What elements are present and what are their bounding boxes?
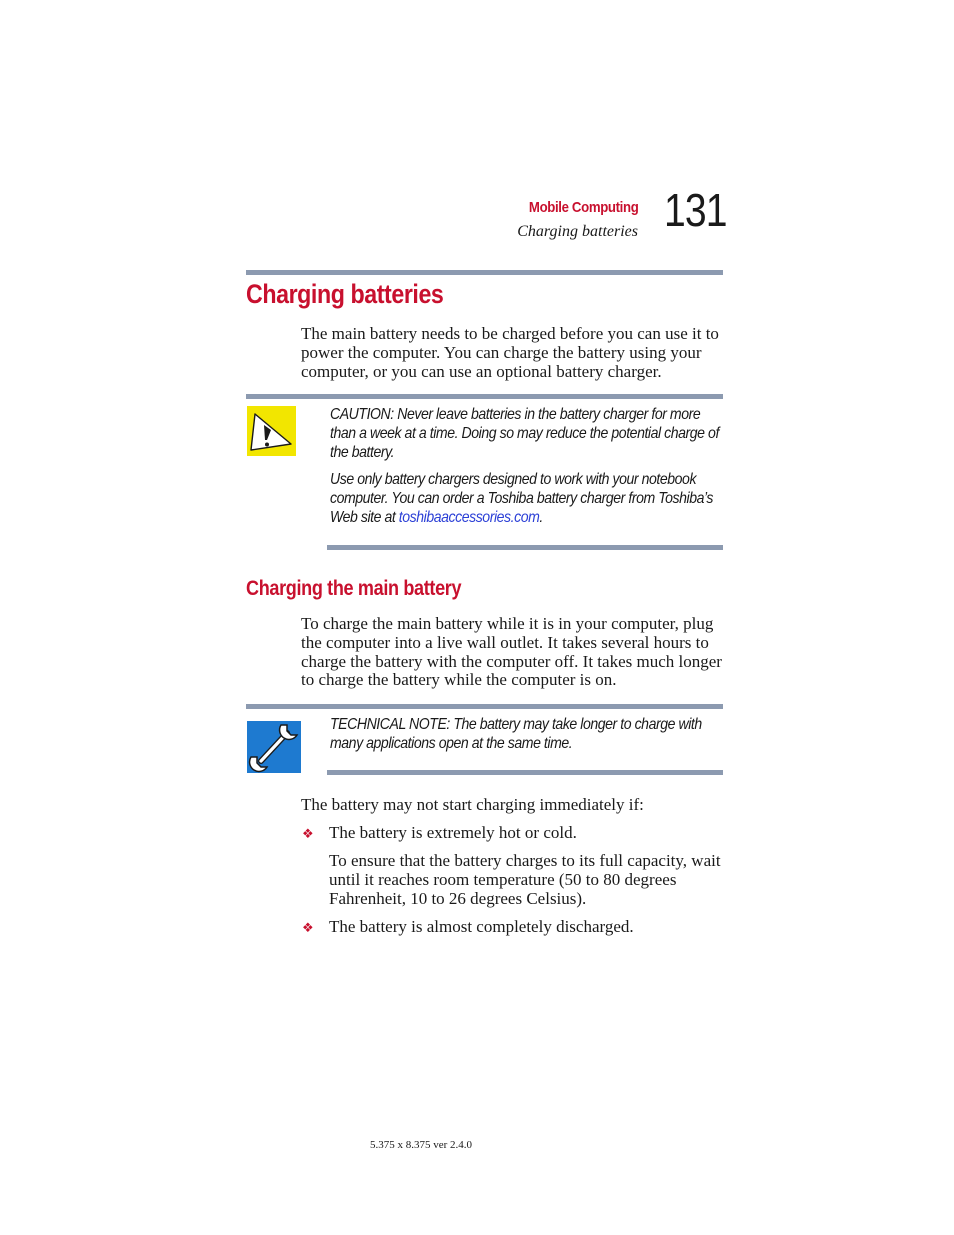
caution-top-rule (246, 394, 723, 399)
caution-text (330, 406, 722, 528)
bullet-diamond-icon: ❖ (302, 826, 314, 841)
technote-bottom-rule (327, 770, 723, 775)
caution-paragraph-2 (330, 471, 722, 527)
running-header-section: Mobile Computing (528, 199, 638, 216)
caution-paragraph-2-end: . (539, 508, 543, 526)
caution-bottom-rule (327, 545, 723, 550)
running-header-subsection: Charging batteries (517, 223, 638, 240)
intro-paragraph: The main battery needs to be charged before you can use it to power the computer. You can charge the battery using your computer, or you can use an optional battery charger. (301, 324, 719, 381)
subsection-paragraph: To charge the main battery while it is in your computer, plug the computer into a live wall outlet. It takes several hours to charge the battery with the computer off. It takes much longer to charge the battery while the computer is on. (301, 614, 722, 690)
list-intro: The battery may not start charging immediately if: (301, 795, 644, 814)
caution-triangle-icon (247, 406, 296, 456)
list-item: The battery is extremely hot or cold. (329, 823, 577, 842)
footer-version: 5.375 x 8.375 ver 2.4.0 (370, 1139, 473, 1151)
title-rule (246, 270, 723, 275)
page-title: Charging batteries (246, 279, 444, 309)
subsection-heading: Charging the main battery (246, 577, 462, 600)
technote-top-rule (246, 704, 723, 709)
wrench-icon (247, 721, 301, 773)
bullet-diamond-icon: ❖ (302, 920, 314, 935)
page-number: 131 (664, 184, 727, 236)
list-item-detail: To ensure that the battery charges to its full capacity, wait until it reaches room temperature (50 to 80 degrees Fahrenheit, 10 to 26 degrees Celsius). (329, 851, 721, 908)
caution-paragraph-1: CAUTION: Never leave batteries in the battery charger for more than a week at a time. Doing so may reduce the potential charge of the battery. (330, 406, 719, 461)
list-item: The battery is almost completely discharged. (329, 917, 634, 936)
technote-text: TECHNICAL NOTE: The battery may take longer to charge with many applications open at the same time. (330, 716, 702, 752)
caution-paragraph-2-text: Use only battery chargers designed to work with your notebook computer. You can order a Toshiba battery charger from Toshiba’s Web site at (330, 471, 714, 526)
toshiba-accessories-link[interactable]: toshibaaccessories.com (398, 508, 540, 526)
